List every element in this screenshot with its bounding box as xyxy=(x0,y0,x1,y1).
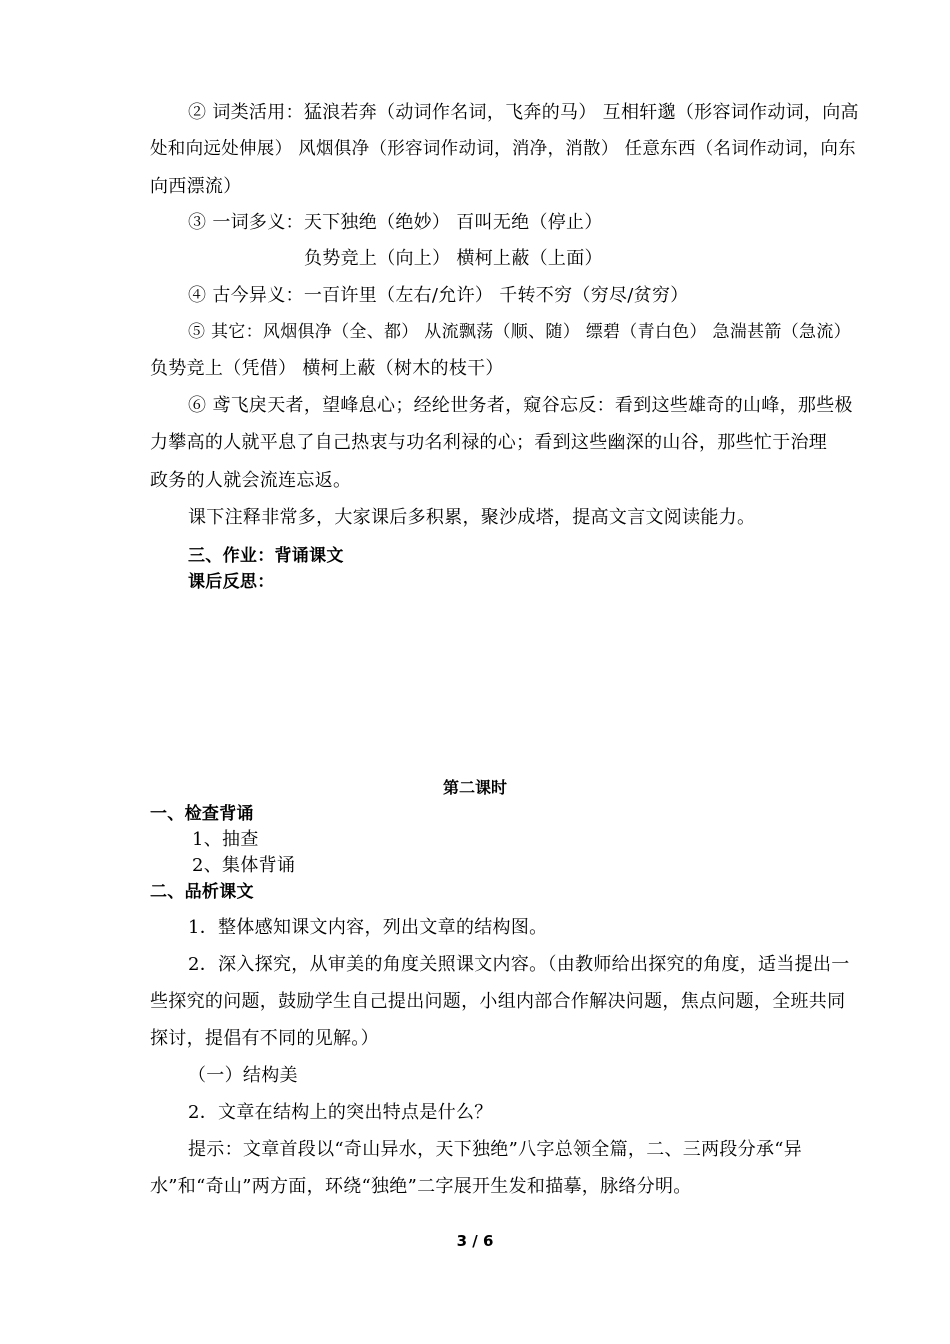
paragraph-polysemy-line1: ③ 一词多义：天下独绝（绝妙） 百叫无绝（停止） xyxy=(188,212,603,233)
list-item-group-recitation: 2、集体背诵 xyxy=(192,855,296,876)
paragraph-others-line2: 负势竞上（凭借） 横柯上蔽（树木的枝干） xyxy=(150,358,504,379)
paragraph-ancient-modern: ④ 古今异义：一百许里（左右/允许） 千转不穷（穷尽/贫穷） xyxy=(188,285,689,306)
paragraph-translation-line2: 力攀高的人就平息了自己热衷与功名利禄的心；看到这些幽深的山谷，那些忙于治理 xyxy=(150,432,828,453)
hint-line1: 提示：文章首段以“奇山异水，天下独绝”八字总领全篇，二、三两段分承“异 xyxy=(188,1139,803,1160)
paragraph-polysemy-line2: 负势竞上（向上） 横柯上蔽（上面） xyxy=(304,248,603,269)
list-item-spot-check: 1、抽查 xyxy=(192,829,259,850)
heading-reflection: 课后反思： xyxy=(188,572,275,592)
paragraph-word-class-line3: 向西漂流） xyxy=(150,176,242,197)
heading-analysis: 二、品析课文 xyxy=(150,882,254,902)
question-1: 1．整体感知课文内容，列出文章的结构图。 xyxy=(188,917,548,938)
subheading-structure: （一）结构美 xyxy=(188,1065,298,1086)
question-2-line3: 探讨，提倡有不同的见解。） xyxy=(150,1028,379,1049)
question-2-line2: 些探究的问题，鼓励学生自己提出问题，小组内部合作解决问题，焦点问题，全班共同 xyxy=(150,991,846,1012)
page-number: 3 / 6 xyxy=(456,1232,494,1250)
paragraph-others-line1: ⑤ 其它：风烟俱净（全、都） 从流飘荡（顺、随） 缥碧（青白色） 急湍甚箭（急流） xyxy=(188,322,851,342)
heading-check-recitation: 一、检查背诵 xyxy=(150,804,254,824)
heading-homework: 三、作业：背诵课文 xyxy=(188,546,344,566)
paragraph-word-class-line1: ② 词类活用：猛浪若奔（动词作名词，飞奔的马） 互相轩邈（形容词作动词，向高 xyxy=(188,102,859,123)
paragraph-translation-line3: 政务的人就会流连忘返。 xyxy=(150,470,352,491)
paragraph-translation-line1: ⑥ 鸢飞戾天者，望峰息心；经纶世务者，窥谷忘反：看到这些雄奇的山峰，那些极 xyxy=(188,395,853,416)
question-structure: 2．文章在结构上的突出特点是什么？ xyxy=(188,1102,493,1123)
paragraph-notes: 课下注释非常多，大家课后多积累，聚沙成塔，提高文言文阅读能力。 xyxy=(188,507,756,528)
section-title: 第二课时 xyxy=(442,778,507,797)
hint-line2: 水”和“奇山”两方面，环绕“独绝”二字展开生发和描摹，脉络分明。 xyxy=(150,1176,692,1197)
question-2-line1: 2．深入探究，从审美的角度关照课文内容。（由教师给出探究的角度，适当提出一 xyxy=(188,954,850,975)
paragraph-word-class-line2: 处和向远处伸展） 风烟俱净（形容词作动词，消净，消散） 任意东西（名词作动词，向东 xyxy=(150,139,856,159)
